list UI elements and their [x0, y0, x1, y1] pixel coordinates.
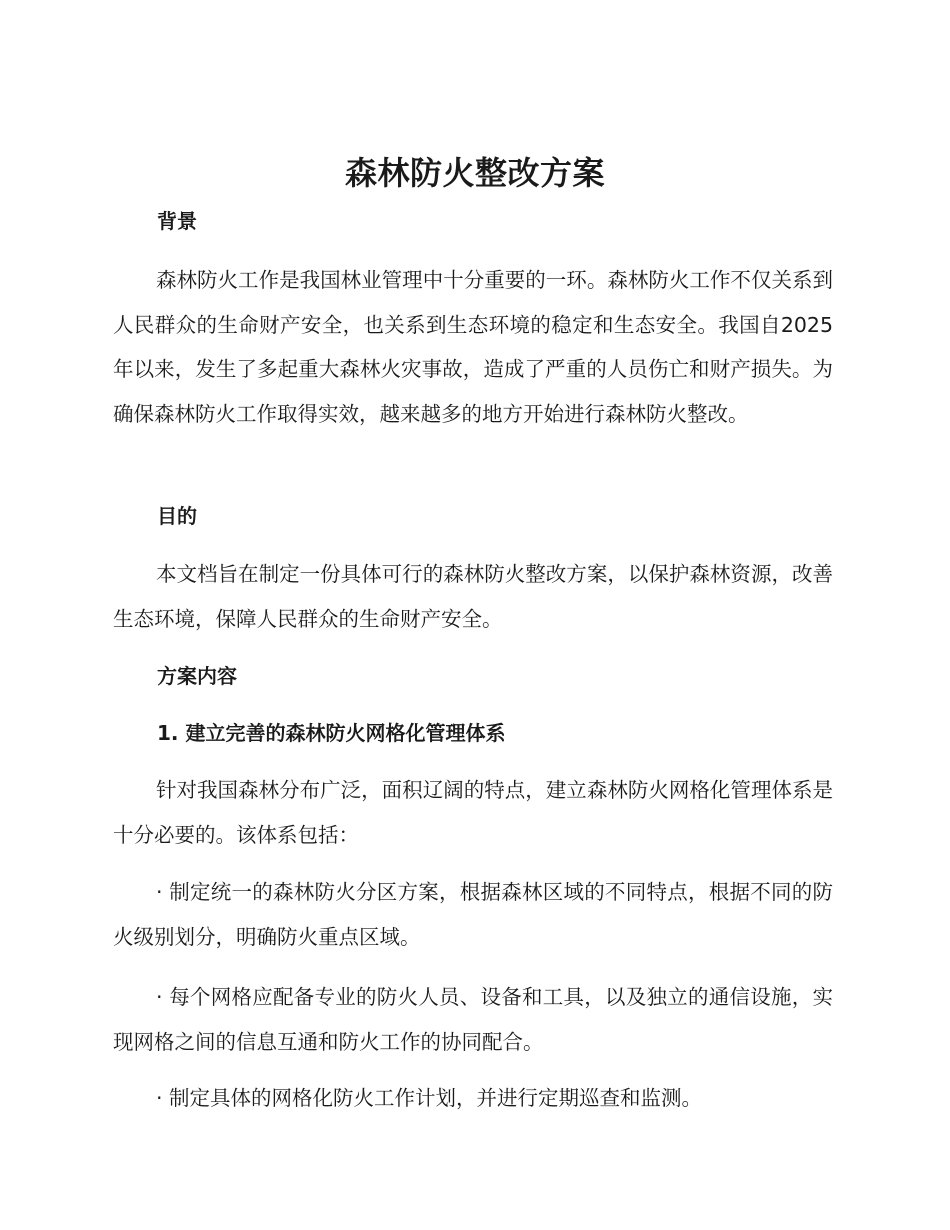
document-title: 森林防火整改方案 [344, 154, 605, 192]
purpose-paragraph: 本文档旨在制定一份具体可行的森林防火整改方案，以保护森林资源，改善生态环境，保障人民群众的生命财产安全。 [113, 562, 833, 631]
content-heading: 方案内容 [157, 664, 237, 688]
background-heading: 背景 [157, 209, 197, 233]
item1-paragraph: 针对我国森林分布广泛，面积辽阔的特点，建立森林防火网格化管理体系是十分必要的。该体系包括： [113, 778, 833, 847]
bullet-item: · 制定统一的森林防火分区方案，根据森林区域的不同特点，根据不同的防火级别划分，明确防火重点区域。 [113, 880, 833, 949]
background-paragraph: 森林防火工作是我国林业管理中十分重要的一环。森林防火工作不仅关系到人民群众的生命财产安全，也关系到生态环境的稳定和生态安全。我国自2025年以来，发生了多起重大森林火灾事故，造成了严重的人员伤亡和财产损失。为确保森林防火工作取得实效，越来越多的地方开始进行森林防火整改。 [113, 268, 833, 426]
item1-heading: 1. 建立完善的森林防火网格化管理体系 [157, 721, 506, 745]
purpose-heading: 目的 [157, 504, 197, 528]
bullet-item: · 每个网格应配备专业的防火人员、设备和工具，以及独立的通信设施，实现网格之间的信息互通和防火工作的协同配合。 [113, 985, 833, 1054]
bullet-item: · 制定具体的网格化防火工作计划，并进行定期巡查和监测。 [156, 1086, 703, 1110]
